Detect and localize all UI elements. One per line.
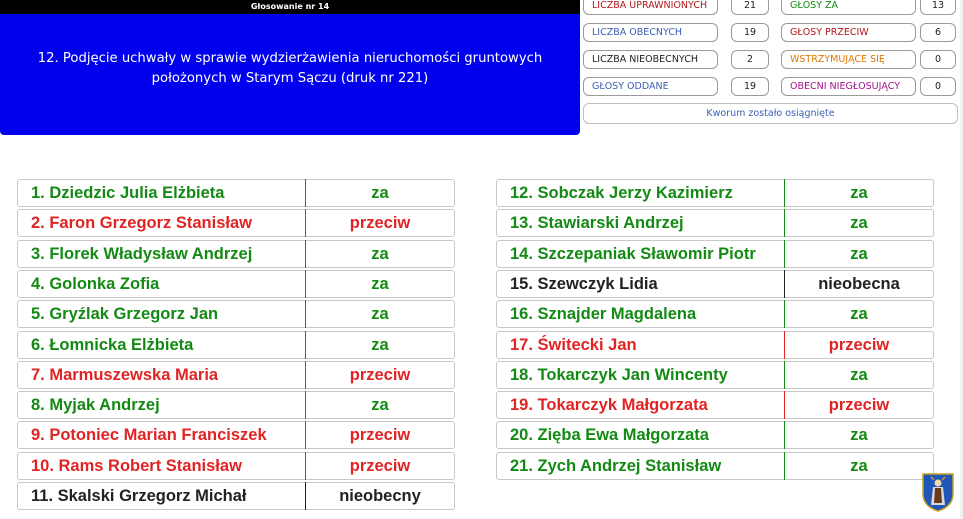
vote-row <box>17 361 455 389</box>
vote-row <box>17 240 455 268</box>
councillor-name: 9. Potoniec Marian Franciszek <box>17 421 306 449</box>
coat-of-arms-icon <box>921 472 955 512</box>
vote-result: za <box>785 300 934 328</box>
vote-result: przeciw <box>306 452 455 480</box>
vote-result: za <box>785 240 934 268</box>
councillor-name: 13. Stawiarski Andrzej <box>496 209 785 237</box>
vote-row <box>496 452 934 480</box>
stat-not-voting-label: OBECNI NIEGŁOSUJĄCY <box>781 77 916 96</box>
councillor-name: 1. Dziedzic Julia Elżbieta <box>17 179 306 207</box>
vote-result: przeciw <box>306 421 455 449</box>
stat-present-label: LICZBA OBECNYCH <box>583 23 718 42</box>
vote-result: za <box>306 240 455 268</box>
vote-row <box>17 391 455 419</box>
vote-result: za <box>306 331 455 359</box>
vote-row <box>17 270 455 298</box>
vote-result: przeciw <box>785 391 934 419</box>
councillor-name: 16. Sznajder Magdalena <box>496 300 785 328</box>
stat-cast-value: 19 <box>731 77 769 96</box>
councillor-name: 21. Zych Andrzej Stanisław <box>496 452 785 480</box>
stat-against-label: GŁOSY PRZECIW <box>781 23 916 42</box>
vote-row <box>17 452 455 480</box>
vote-row <box>17 179 455 207</box>
vote-row <box>496 300 934 328</box>
stat-absent-label: LICZBA NIEOBECNYCH <box>583 50 718 69</box>
vote-result: za <box>306 391 455 419</box>
vote-result: za <box>785 361 934 389</box>
stat-eligible-label: LICZBA UPRAWNIONYCH <box>583 0 718 15</box>
councillor-name: 8. Myjak Andrzej <box>17 391 306 419</box>
vote-result: nieobecna <box>785 270 934 298</box>
stat-not-voting-value: 0 <box>920 77 956 96</box>
vote-row <box>496 179 934 207</box>
councillor-name: 3. Florek Władysław Andrzej <box>17 240 306 268</box>
vote-table-left <box>17 179 455 513</box>
vote-row <box>496 391 934 419</box>
vote-result: za <box>306 179 455 207</box>
vote-row <box>17 421 455 449</box>
vote-result: za <box>785 452 934 480</box>
vote-row <box>496 240 934 268</box>
councillor-name: 20. Zięba Ewa Małgorzata <box>496 421 785 449</box>
councillor-name: 7. Marmuszewska Maria <box>17 361 306 389</box>
stat-present-value: 19 <box>731 23 769 42</box>
vote-row <box>496 361 934 389</box>
vote-row <box>17 300 455 328</box>
stat-abstain-label: WSTRZYMUJĄCE SIĘ <box>781 50 916 69</box>
vote-result: za <box>785 179 934 207</box>
vote-result: za <box>785 421 934 449</box>
vote-row <box>496 270 934 298</box>
vote-result: przeciw <box>785 331 934 359</box>
stat-eligible-value: 21 <box>731 0 769 15</box>
vote-result: nieobecny <box>306 482 455 510</box>
councillor-name: 12. Sobczak Jerzy Kazimierz <box>496 179 785 207</box>
vote-result: przeciw <box>306 209 455 237</box>
stat-for-label: GŁOSY ZA <box>781 0 916 15</box>
vote-row <box>496 331 934 359</box>
motion-title: 12. Podjęcie uchwały w sprawie wydzierżawienia nieruchomości gruntowych położonych w Starym Sączu (druk nr 221) <box>37 51 543 86</box>
motion-panel <box>0 14 580 135</box>
stat-absent-value: 2 <box>731 50 769 69</box>
stat-cast-label: GŁOSY ODDANE <box>583 77 718 96</box>
vote-row <box>496 209 934 237</box>
councillor-name: 6. Łomnicka Elżbieta <box>17 331 306 359</box>
vote-table-right <box>496 179 934 482</box>
vote-result: przeciw <box>306 361 455 389</box>
councillor-name: 14. Szczepaniak Sławomir Piotr <box>496 240 785 268</box>
councillor-name: 10. Rams Robert Stanisław <box>17 452 306 480</box>
quorum-status: Kworum zostało osiągnięte <box>583 103 958 124</box>
vote-row <box>496 421 934 449</box>
stat-for-value: 13 <box>920 0 956 15</box>
councillor-name: 19. Tokarczyk Małgorzata <box>496 391 785 419</box>
vote-number: Głosowanie nr 14 <box>0 0 580 14</box>
vote-result: za <box>306 300 455 328</box>
councillor-name: 18. Tokarczyk Jan Wincenty <box>496 361 785 389</box>
councillor-name: 5. Gryźlak Grzegorz Jan <box>17 300 306 328</box>
vote-result: za <box>306 270 455 298</box>
councillor-name: 17. Świtecki Jan <box>496 331 785 359</box>
vote-row <box>17 482 455 510</box>
councillor-name: 11. Skalski Grzegorz Michał <box>17 482 306 510</box>
stat-against-value: 6 <box>920 23 956 42</box>
vote-row <box>17 209 455 237</box>
stat-abstain-value: 0 <box>920 50 956 69</box>
councillor-name: 15. Szewczyk Lidia <box>496 270 785 298</box>
vote-row <box>17 331 455 359</box>
vote-result: za <box>785 209 934 237</box>
councillor-name: 4. Golonka Zofia <box>17 270 306 298</box>
councillor-name: 2. Faron Grzegorz Stanisław <box>17 209 306 237</box>
